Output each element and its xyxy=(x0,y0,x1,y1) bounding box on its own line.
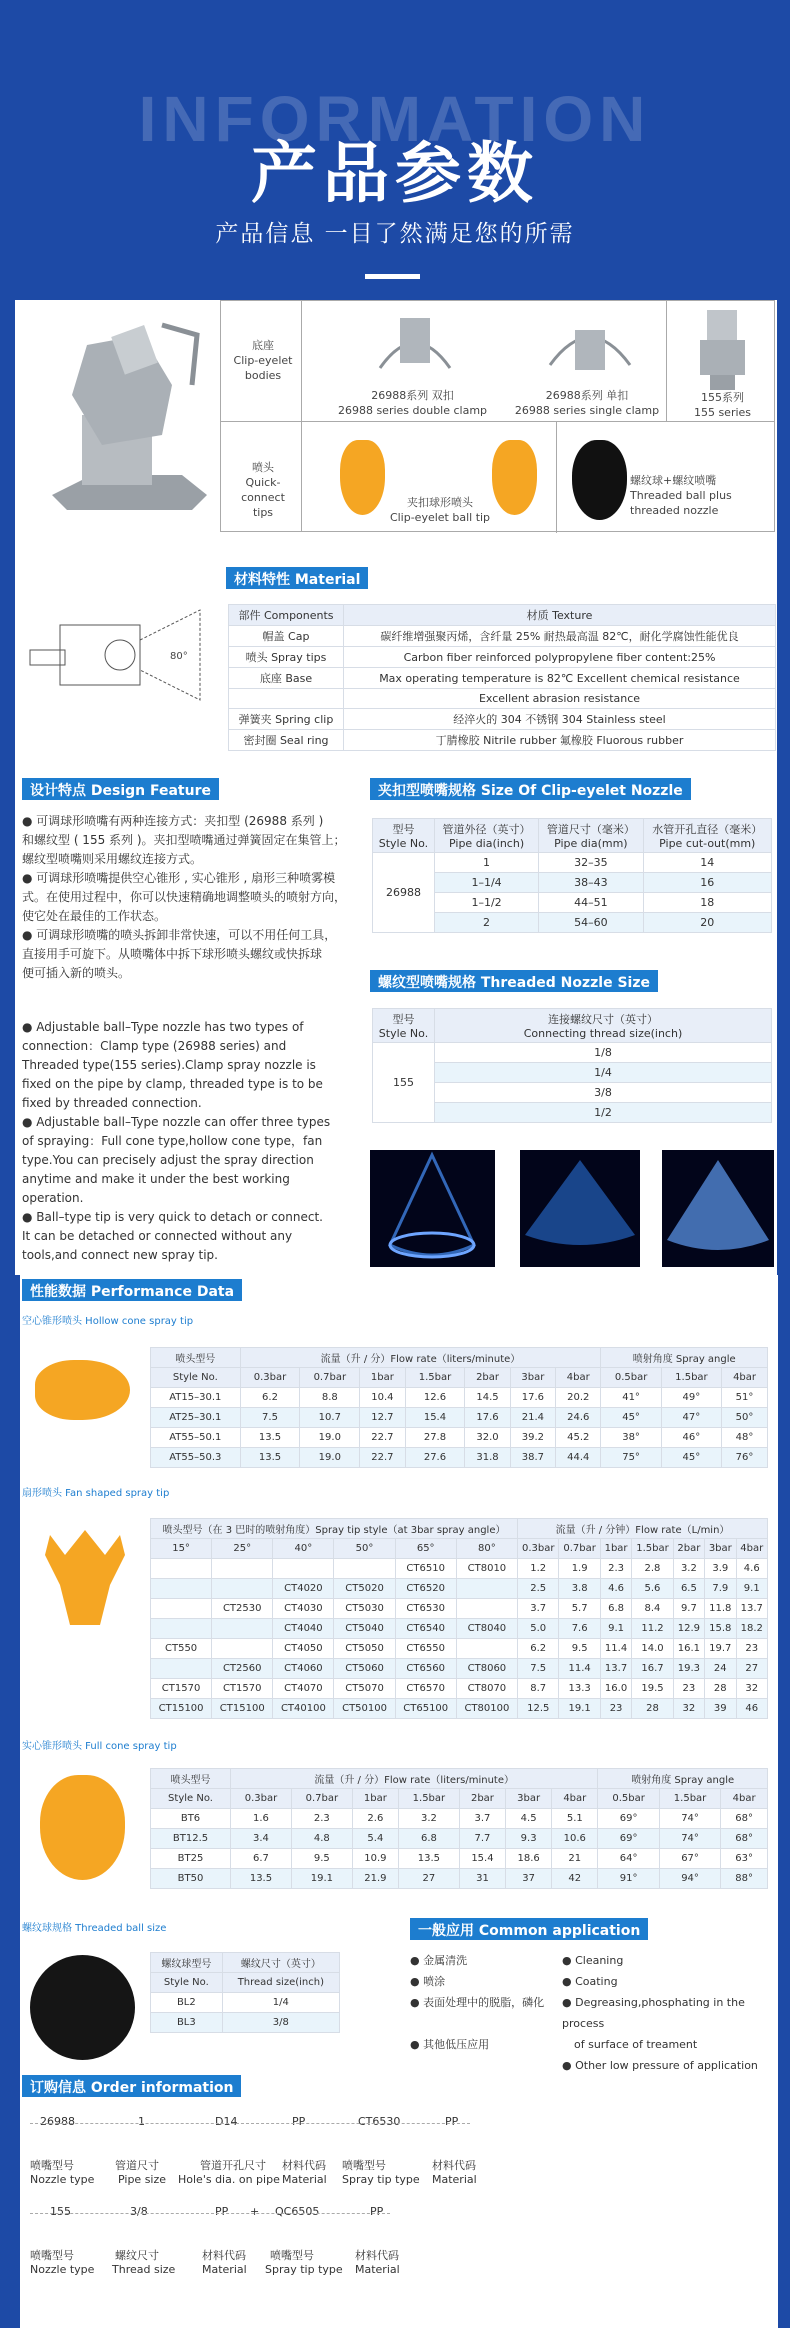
spray-angle-label: 80° xyxy=(170,651,188,662)
application-tag: 一般应用 Common application xyxy=(410,1918,648,1940)
right-border xyxy=(777,296,790,1286)
hollow-label: 空心锥形喷头 Hollow cone spray tip xyxy=(22,1316,194,1327)
application-cn: ● 金属清洗 ● 喷涂 ● 表面处理中的脱脂，磷化 ● 其他低压应用 xyxy=(410,1954,545,2051)
order-row-2: 155 3/8 PP + QC6505 PP 喷嘴型号 螺纹尺寸 材料代码 喷嘴型号 材料代码 Nozzle type Thread size Material Spray tip type Material xyxy=(30,2205,400,2276)
hero-watermark: INFORMATION xyxy=(138,83,652,155)
clip-body-image xyxy=(22,305,212,515)
clip-tip-image-1 xyxy=(340,440,385,515)
double-clamp-image xyxy=(370,308,460,388)
clip-size-table: 型号 Style No. 管道外径（英寸） Pipe dia(inch) 管道尺寸（毫米） Pipe dia(mm) 水管开孔直径（毫米） Pipe cut-out(mm) 26988 1 32–35 14 1–1/4 38–43 16 1–1/2 44–51 18 2 54–60 20 xyxy=(372,818,772,933)
threaded-body-image xyxy=(695,305,750,395)
material-table: 部件 Components 材质 Texture 帽盖 Cap 碳纤维增强聚丙烯，含纤量 25% 耐热最高温 82℃，耐化学腐蚀性能优良 喷头 Spray tips Carbon fiber reinforced polypropylene fiber content:25% 底座 Base Max operating temperature is 82℃ Excellent chemical resistance Excellent abrasion resistance 弹簧夹 Spring clip 经淬火的 304 不锈钢 304 Stainless steel 密封圈 Seal ring 丁腈橡胶 Nitrile rubber 氟橡胶 Fluorous rubber xyxy=(228,604,776,751)
full-table: 喷头型号 流量（升 / 分）Flow rate（liters/minute） 喷射角度 Spray angle Style No. 0.3bar 0.7bar 1bar 1.5bar 2bar 3bar 4bar 0.5bar 1.5bar 4bar BT6 1.6 2.3 2.6 3.2 3.7 4.5 5.1 69° 74° 68° BT12.5 3.4 4.8 5.4 6.8 7.7 9.3 10.6 69° 74° 68° BT25 6.7 9.5 10.9 13.5 15.4 18.6 21 64° 67° 63° BT50 13.5 19.1 21.9 27 31 37 42 91° 94° 88° xyxy=(150,1768,768,1889)
threaded-ball-image xyxy=(30,1955,135,2060)
fan-spray-photo xyxy=(520,1150,640,1267)
clip-tip-caption: 夹扣球形喷头 Clip-eyelet ball tip xyxy=(389,496,491,524)
threaded-tip-caption: 螺纹球+螺纹喷嘴 Threaded ball plus threaded nozzle xyxy=(630,474,732,517)
threaded-ball-table: 螺纹球型号 螺纹尺寸（英寸） Style No. Thread size(inch) BL2 1/4 BL3 3/8 xyxy=(150,1952,340,2033)
fan-tip-image xyxy=(40,1525,130,1635)
design-cn-text: ● 可调球形喷嘴有两种连接方式：夹扣型 (26988 系列 ) 和螺纹型 ( 155 系列 )。夹扣型喷嘴通过弹簧固定在集管上； 螺纹型喷嘴则采用螺纹连接方式。 ● 可调球形喷嘴提供空心锥形 , 实心锥形 , 扇形三种喷雾模 式。在使用过程中，你可以快速精确地调整喷头的喷射方向， 使它处在最佳的工作状态。 ● 可调球形喷嘴的喷头拆卸非常快速，可以不用任何工具， 直接用手可旋下。从喷嘴体中拆下球形喷头螺纹或快拆球 便可插入新的喷头。 xyxy=(22,814,347,980)
material-tag: 材料特性 Material xyxy=(226,567,368,589)
base-label: 底座 Clip-eyelet bodies xyxy=(233,339,293,382)
order-tag: 订购信息 Order information xyxy=(22,2075,241,2097)
hero-title: 产品参数 xyxy=(251,135,539,212)
nozzle-diagram xyxy=(20,595,215,725)
full-tip-image xyxy=(40,1775,125,1880)
hollow-table: 喷头型号 流量（升 / 分）Flow rate（liters/minute） 喷射角度 Spray angle Style No. 0.3bar 0.7bar 1bar 1.5bar 2bar 3bar 4bar 0.5bar 1.5bar 4bar AT15–30.1 6.2 8.8 10.4 12.6 14.5 17.6 20.2 41° 49° 51° AT25–30.1 7.5 10.7 12.7 15.4 17.6 21.4 24.6 45° 47° 50° AT55–50.1 13.5 19.0 22.7 27.8 32.0 39.2 45.2 38° 46° 48° AT55–50.3 13.5 19.0 22.7 27.6 31.8 38.7 44.4 75° 45° 76° xyxy=(150,1347,768,1468)
order-row-1: 26988 1 D14 PP CT6530 PP 喷嘴型号 管道尺寸 管道开孔尺寸 材料代码 喷嘴型号 材料代码 Nozzle type Pipe size Hole's dia. on pipe Material Spray tip type Material xyxy=(30,2115,477,2186)
threaded-ball-label: 螺纹球规格 Threaded ball size xyxy=(22,1923,167,1934)
hero-banner xyxy=(0,0,790,300)
fan-label: 扇形喷头 Fan shaped spray tip xyxy=(22,1488,170,1499)
tip-label: 喷头 Quick-connect tips xyxy=(241,461,285,519)
single-clamp-image xyxy=(545,310,635,390)
threaded-tip-image xyxy=(572,440,627,520)
design-en-text: ● Adjustable ball–Type nozzle has two types of connection：Clamp type (26988 series) and Threaded type(155 series).Clamp spray nozzle is fixed on the pipe by clamp, threaded type is to be fixed by threaded connection. ● Adjustable ball–Type nozzle can offer three types of spraying：Full cone type,hollow cone type，fan type.You can precisely adjust the spray direction anytime and make it under the best working operation. ● Ball–type tip is very quick to detach or connect. It can be detached or connected without any tools,and connect new spray tip. xyxy=(22,1020,331,1262)
thread-size-table: 型号 Style No. 连接螺纹尺寸（英寸） Connecting thread size(inch) 155 1/8 1/4 3/8 1/2 xyxy=(372,1008,772,1123)
thread-size-tag: 螺纹型喷嘴规格 Threaded Nozzle Size xyxy=(370,970,658,992)
application-en: ● Cleaning ● Coating ● Degreasing,phosphating in the process of surface of treament ● Other low pressure of application xyxy=(562,1954,758,2072)
threaded-body-caption: 155系列 155 series xyxy=(693,391,752,419)
hero-divider xyxy=(365,274,420,279)
single-clamp-caption: 26988系列 单扣 26988 series single clamp xyxy=(514,389,660,417)
hero-subtitle: 产品信息 一目了然满足您的所需 xyxy=(215,221,575,247)
left-border xyxy=(0,296,15,1286)
clip-size-tag: 夹扣型喷嘴规格 Size Of Clip-eyelet Nozzle xyxy=(370,778,691,800)
fan-table: 喷头型号（在 3 巴时的喷射角度）Spray tip style（at 3bar spray angle） 流量（升 / 分钟）Flow rate（L/min） 15° 25° 40° 50° 65° 80° 0.3bar 0.7bar 1bar 1.5bar 2bar 3bar 4bar CT6510 CT8010 1.2 1.9 2.3 2.8 3.2 3.9 4.6 CT4020 CT5020 CT6520 2.5 3.8 4.6 5.6 6.5 7.9 9.1 CT2530 CT4030 CT5030 CT6530 3.7 5.7 6.8 8.4 9.7 11.8 13.7 CT4040 CT5040 CT6540 CT8040 5.0 7.6 9.1 11.2 12.9 15.8 18.2 CT550 CT4050 CT5050 CT6550 6.2 9.5 11.4 14.0 16.1 19.7 23 CT2560 CT4060 CT5060 CT6560 CT8060 7.5 11.4 13.7 16.7 19.3 24 27 CT1570 CT1570 CT4070 CT5070 CT6570 CT8070 8.7 13.3 16.0 19.5 23 28 32 CT15100 CT15100 CT40100 CT50100 CT65100 CT80100 12.5 19.1 23 28 32 39 46 xyxy=(150,1518,768,1719)
double-clamp-caption: 26988系列 双扣 26988 series double clamp xyxy=(337,389,488,417)
hollow-spray-photo xyxy=(370,1150,495,1267)
hollow-tip-image xyxy=(35,1360,130,1420)
performance-tag: 性能数据 Performance Data xyxy=(22,1279,242,1301)
full-label: 实心锥形喷头 Full cone spray tip xyxy=(22,1741,177,1752)
full-spray-photo xyxy=(662,1150,774,1267)
design-tag: 设计特点 Design Feature xyxy=(22,778,219,800)
